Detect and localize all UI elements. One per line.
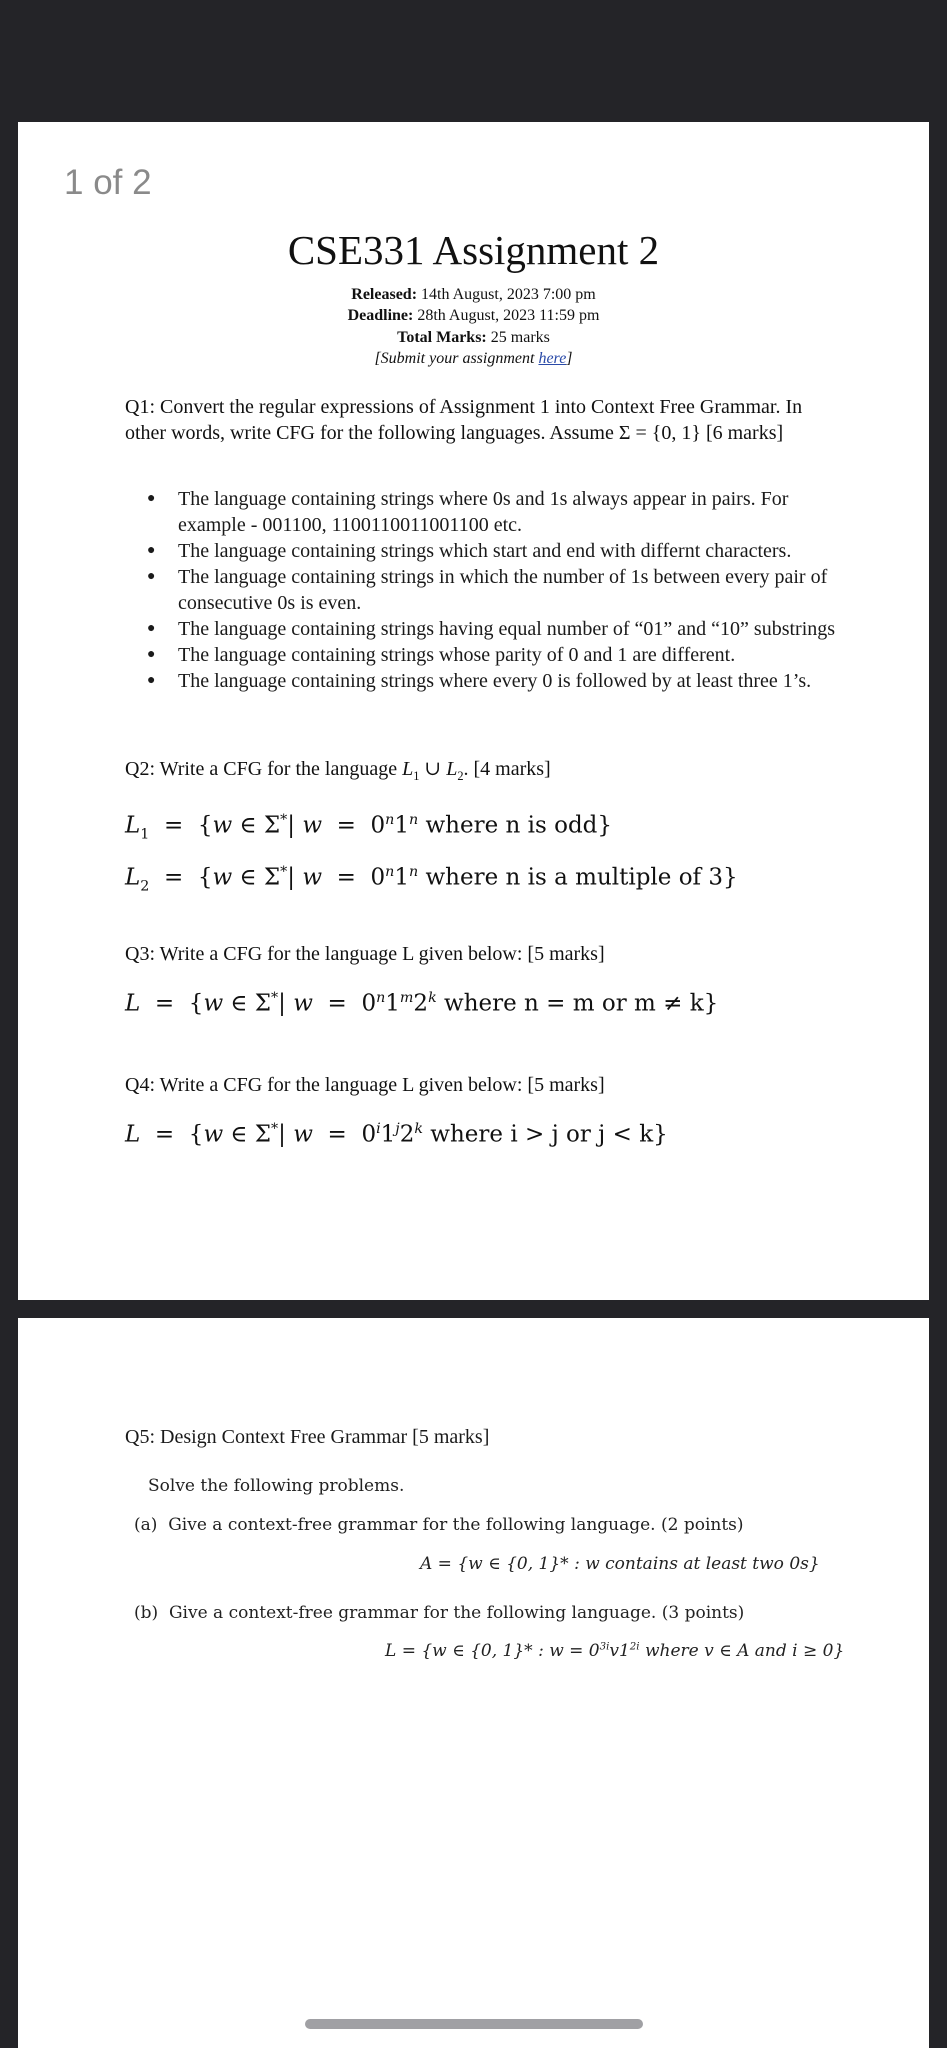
l1-condition: where n is odd} — [425, 812, 613, 839]
q5-b-formula-mid: v1 — [609, 1641, 630, 1661]
q4-definition: L = {w ∈ Σ*| w = 0$^i$1$^j$2$^k$ where i > j or j < k} — [125, 1121, 668, 1148]
q5-b-text: Give a context-free grammar for the following language. (3 points) — [168, 1603, 745, 1623]
deadline-value: 28th August, 2023 11:59 pm — [417, 307, 600, 324]
q5-b-formula-post: where v ∈ A and i ≥ 0} — [639, 1641, 845, 1661]
q5-title: Q5: Design Context Free Grammar [5 marks] — [125, 1426, 490, 1448]
released-value: 14th August, 2023 7:00 pm — [421, 286, 596, 303]
released-line — [0, 286, 947, 304]
q5-b-formula-pre: L = {w ∈ {0, 1}* : w = 0 — [385, 1641, 600, 1661]
page-counter: 1 of 2 — [64, 163, 152, 202]
released-label: Released: — [351, 286, 418, 303]
q2-text-b: [4 marks] — [468, 758, 551, 780]
q1-text: Q1: Convert the regular expressions of Assignment 1 into Context Free Grammar. In other words, write CFG for the following languages. Assume Σ = {0, 1} [6 marks] — [125, 396, 803, 444]
document-title: CSE331 Assignment 2 — [287, 227, 660, 273]
home-indicator[interactable] — [305, 2019, 643, 2029]
list-item: ● The language containing strings where every 0 is followed by at least three 1’s. — [147, 668, 837, 694]
list-item: ● The language containing strings where 0s and 1s always appear in pairs. For example - 001100, 1100110011001100 etc. — [147, 486, 837, 538]
total-marks-label: Total Marks: — [397, 329, 487, 346]
q2-l2-definition: $L_2 = \{w$ ∈ Σ*| w = 0$^n$1$^n$ where n is a multiple of 3} — [125, 864, 738, 895]
q3-definition: L = {w ∈ Σ*| w = 0$^n$1$^m$2$^k$ where n = m or m ≠ k} — [125, 990, 719, 1017]
list-item: ● The language containing strings in which the number of 1s between every pair of consecutive 0s is even. — [147, 564, 837, 616]
q1-bullet-list — [147, 486, 837, 694]
total-marks-value: 25 marks — [490, 329, 550, 346]
list-item: ● The language containing strings whose parity of 0 and 1 are different. — [147, 642, 837, 668]
submit-line — [0, 350, 947, 368]
q3-condition: where n = m or m ≠ k} — [444, 990, 719, 1017]
q5-b-formula — [385, 1641, 844, 1661]
deadline-line — [0, 307, 947, 325]
q3-question: Q3: Write a CFG for the language L given below: [5 marks] — [125, 943, 605, 965]
q5-a-text: Give a context-free grammar for the following language. (2 points) — [168, 1515, 744, 1535]
l2-condition: where n is a multiple of 3} — [425, 864, 738, 891]
q5-b-sup1: 3i — [599, 1641, 610, 1653]
q2-l1-definition: $L_1 = \{w$ ∈ Σ*| w = 0$^n$1$^n$ where n is odd} — [125, 812, 613, 843]
q5-a-label: (a) — [134, 1515, 158, 1535]
q2-question: Q2: Write a CFG for the language $L_1$ ∪ $L_2$. [4 marks] — [125, 758, 551, 783]
submit-link[interactable]: here — [538, 350, 567, 367]
q5-part-b — [134, 1603, 744, 1623]
q5-b-sup2: 2i — [629, 1641, 640, 1653]
submit-suffix: ] — [566, 350, 573, 367]
q5-a-formula: A = {w ∈ {0, 1}* : w contains at least two 0s} — [420, 1554, 820, 1574]
submit-prefix: [Submit your assignment — [374, 350, 539, 367]
deadline-label: Deadline: — [347, 307, 414, 324]
q4-condition: where i > j or j < k} — [430, 1121, 668, 1148]
total-marks-line — [0, 329, 947, 347]
q5-part-a — [134, 1515, 744, 1535]
q5-b-label: (b) — [134, 1603, 159, 1623]
list-item: ● The language containing strings having equal number of “01” and “10” substrings — [147, 616, 837, 642]
q5-intro: Solve the following problems. — [148, 1476, 405, 1496]
q4-question: Q4: Write a CFG for the language L given below: [5 marks] — [125, 1074, 605, 1096]
q2-text-a: Q2: Write a CFG for the language — [125, 758, 403, 780]
list-item: ● The language containing strings which start and end with differnt characters. — [147, 538, 837, 564]
